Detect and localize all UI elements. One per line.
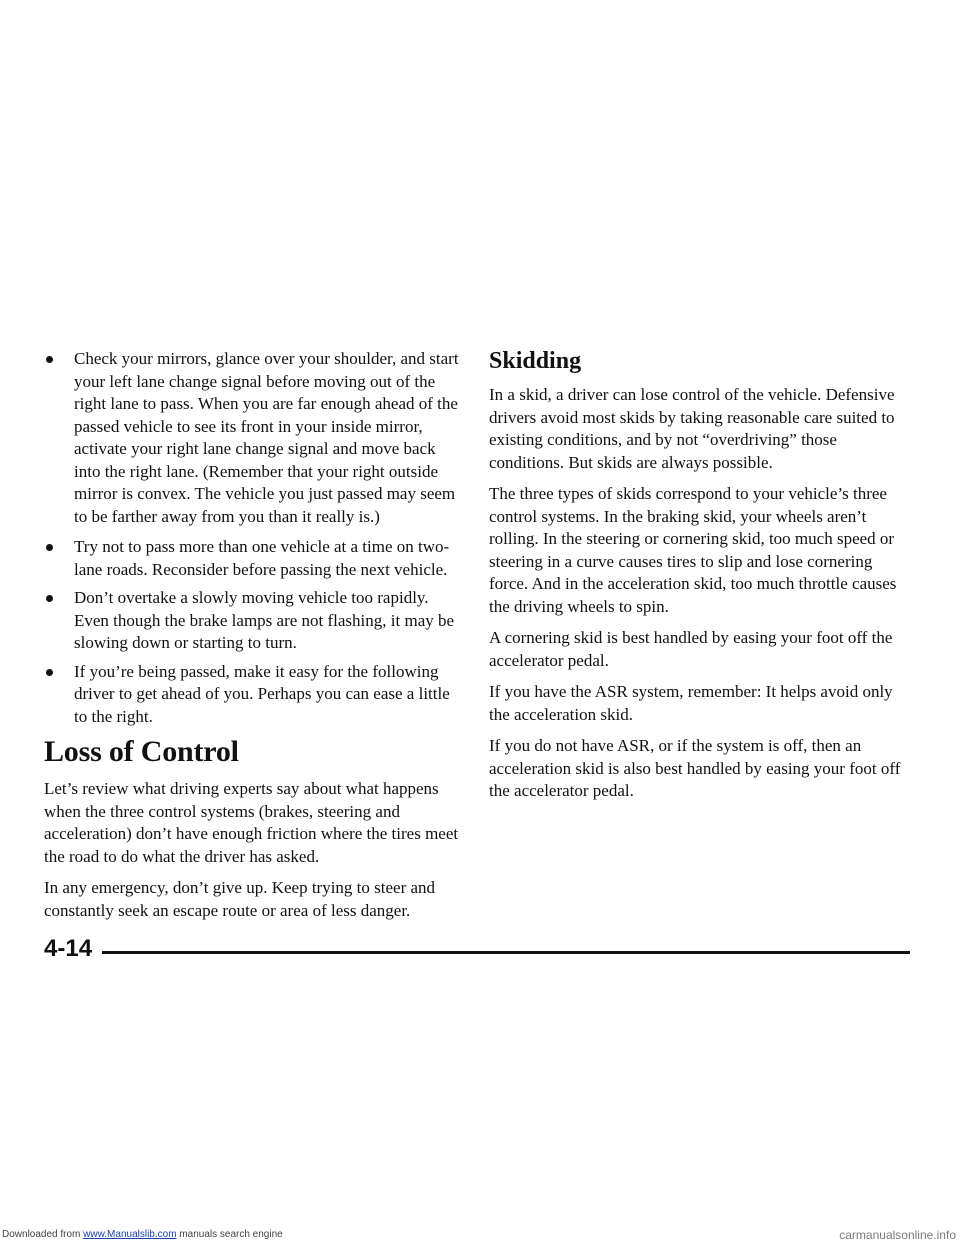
paragraph: In a skid, a driver can lose control of the vehicle. Defensive drivers avoid most skids by taking reasonable care suited to existing conditions, and by not “overdriving” those conditions. But skids are always possible. <box>489 385 895 472</box>
download-watermark <box>0 1230 960 1242</box>
bullet-text: Try not to pass more than one vehicle at a time on two-lane roads. Reconsider before passing the next vehicle. <box>74 537 450 579</box>
bullet-icon <box>46 669 53 676</box>
loss-of-control-heading: Loss of Control <box>44 735 239 768</box>
left-column <box>44 348 464 931</box>
paragraph: A cornering skid is best handled by easing your foot off the accelerator pedal. <box>489 628 893 670</box>
paragraph: In any emergency, don’t give up. Keep trying to steer and constantly seek an escape route or area of less danger. <box>44 878 436 920</box>
page-number: 4-14 <box>44 935 93 962</box>
bullet-text: Don’t overtake a slowly moving vehicle too rapidly. Even though the brake lamps are not flashing, it may be slowing down or starting to turn. <box>74 588 455 652</box>
skidding-heading: Skidding <box>489 348 582 374</box>
paragraph: The three types of skids correspond to your vehicle’s three control systems. In the braking skid, your wheels aren’t rolling. In the steering or cornering skid, too much speed or steering in a curve causes tires to slip and lose cornering force. And in the acceleration skid, too much throttle causes the driving wheels to spin. <box>489 484 897 616</box>
list-item <box>44 536 464 581</box>
bullet-icon <box>46 544 53 551</box>
bullet-text: If you’re being passed, make it easy for the following driver to get ahead of you. Perhaps you can ease a little to the right. <box>74 661 450 726</box>
footer-rule <box>102 951 910 954</box>
paragraph: If you do not have ASR, or if the system is off, then an acceleration skid is also best handled by easing your foot off the accelerator pedal. <box>489 736 901 800</box>
manualslib-link[interactable]: www.Manualslib.com <box>83 1229 177 1240</box>
list-item <box>44 587 464 655</box>
bullet-icon <box>46 356 53 363</box>
paragraph: Let’s review what driving experts say about what happens when the three control systems (brakes, steering and acceleration) don’t have enough friction where the tires meet the road to do what the driver has asked. <box>44 779 459 866</box>
right-column <box>489 346 909 812</box>
page-footer <box>44 935 910 975</box>
watermark-suffix: manuals search engine <box>176 1229 283 1240</box>
bullet-text: Check your mirrors, glance over your shoulder, and start your left lane change signal before moving out of the right lane to pass. When you are far enough ahead of the passed vehicle to see its front in your inside mirror, activate your right lane change signal and move back into the right lane. (Remember that your right outside mirror is convex. The vehicle you just passed may seem to be farther away from you than it really is.) <box>74 349 459 526</box>
watermark-prefix: Downloaded from <box>2 1229 84 1240</box>
site-watermark: carmanualsonline.info <box>839 1228 956 1242</box>
bullet-icon <box>46 595 53 602</box>
paragraph: If you have the ASR system, remember: It helps avoid only the acceleration skid. <box>489 682 893 724</box>
passing-tips-list <box>44 348 464 728</box>
list-item <box>44 661 464 729</box>
watermark-text <box>2 1229 283 1241</box>
list-item <box>44 348 464 528</box>
